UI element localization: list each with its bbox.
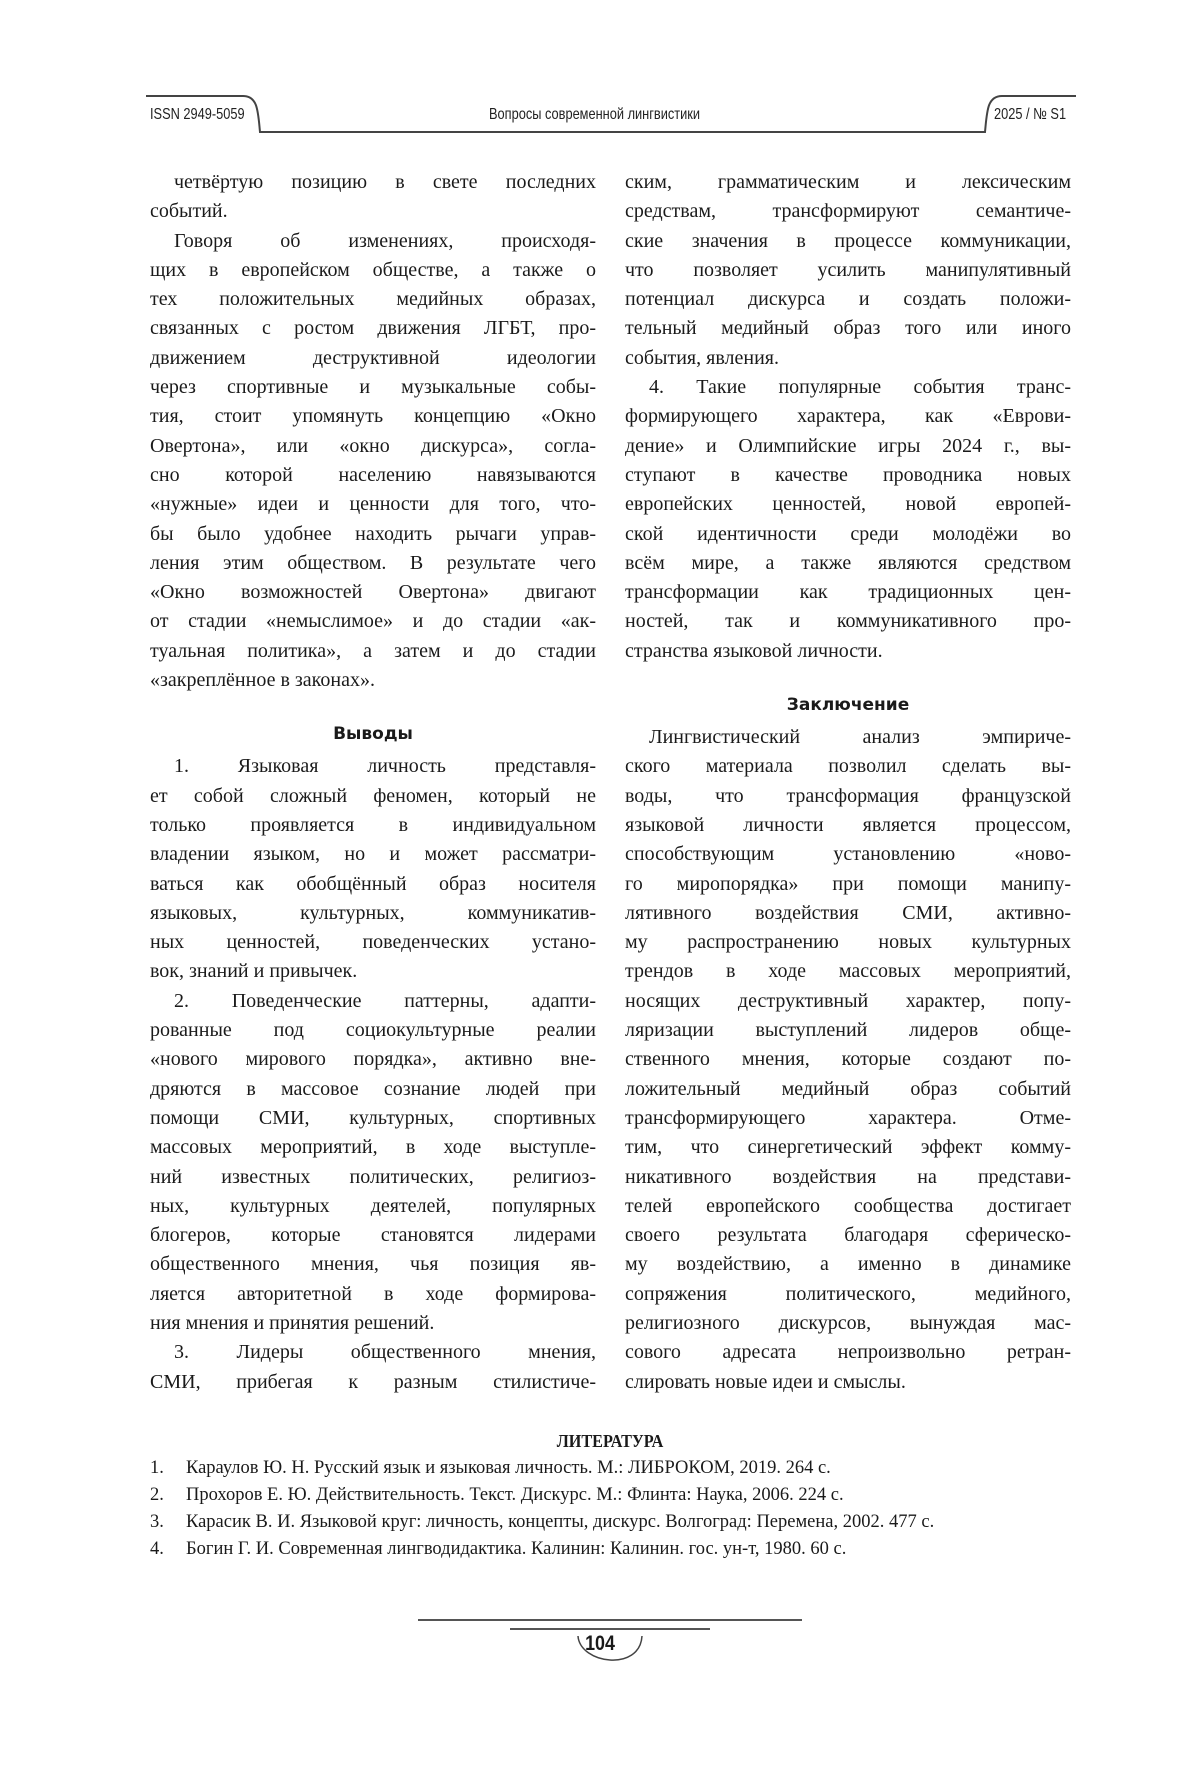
reference-item — [150, 1455, 1070, 1482]
issue-number: 2025 / № S1 — [994, 106, 1066, 124]
text-line: что позволяет усилить манипулятивный — [625, 256, 1071, 285]
text-line: «Окно возможностей Овертона» двигают — [150, 578, 596, 607]
text-line: ляется авторитетной в ходе формирова- — [150, 1280, 596, 1309]
text-line: «нового мирового порядка», активно вне- — [150, 1045, 596, 1074]
text-line: языковых, культурных, коммуникатив- — [150, 899, 596, 928]
running-header-frame — [0, 0, 1200, 160]
section-heading: Заключение — [625, 694, 1071, 716]
text-line: Лингвистический анализ эмпириче- — [625, 723, 1071, 752]
text-line: ния мнения и принятия решений. — [150, 1309, 596, 1338]
text-line: ского материала позволил сделать вы- — [625, 752, 1071, 781]
text-line: вок, знаний и привычек. — [150, 957, 596, 986]
text-line: только проявляется в индивидуальном — [150, 811, 596, 840]
text-line: СМИ, прибегая к разным стилистиче- — [150, 1368, 596, 1397]
text-line: своего результата благодаря сферическо- — [625, 1221, 1071, 1250]
text-line: дение» и Олимпийские игры 2024 г., вы- — [625, 432, 1071, 461]
text-line: ет собой сложный феномен, который не — [150, 782, 596, 811]
text-line: связанных с ростом движения ЛГБТ, про- — [150, 314, 596, 343]
text-line: тия, стоит упомянуть концепцию «Окно — [150, 402, 596, 431]
text-line: ляризации выступлений лидеров обще- — [625, 1016, 1071, 1045]
text-line: тим, что синергетический эффект комму- — [625, 1133, 1071, 1162]
text-line: от стадии «немыслимое» и до стадии «ак- — [150, 607, 596, 636]
reference-text: Карасик В. И. Языковой круг: личность, концепты, дискурс. Волгоград: Перемена, 2002. 477 с. — [186, 1509, 934, 1536]
text-line: сно которой населению навязываются — [150, 461, 596, 490]
text-line: ской идентичности среди молодёжи во — [625, 520, 1071, 549]
text-line: ностей, так и коммуникативного про- — [625, 607, 1071, 636]
section-heading: Выводы — [150, 723, 596, 745]
text-line: ственного мнения, которые создают по- — [625, 1045, 1071, 1074]
text-line: через спортивные и музыкальные собы- — [150, 373, 596, 402]
text-line: му распространению новых культурных — [625, 928, 1071, 957]
text-line: способствующим установлению «ново- — [625, 840, 1071, 869]
text-line: го миропорядка» при помощи манипу- — [625, 870, 1071, 899]
text-line: телей европейского сообщества достигает — [625, 1192, 1071, 1221]
text-line: дряются в массовое сознание людей при — [150, 1075, 596, 1104]
text-line: Говоря об изменениях, происходя- — [150, 227, 596, 256]
reference-item — [150, 1482, 1070, 1509]
text-line: потенциал дискурса и создать положи- — [625, 285, 1071, 314]
references-title: ЛИТЕРАТУРА — [196, 1428, 1024, 1455]
text-line: никативного воздействия на представи- — [625, 1163, 1071, 1192]
text-column-right — [625, 168, 1071, 1397]
text-line: события, явления. — [625, 344, 1071, 373]
text-line: ступают в качестве проводника новых — [625, 461, 1071, 490]
text-line: бы было удобнее находить рычаги управ- — [150, 520, 596, 549]
text-line: помощи СМИ, культурных, спортивных — [150, 1104, 596, 1133]
text-line: «нужные» идеи и ценности для того, что- — [150, 490, 596, 519]
text-line: тех положительных медийных образах, — [150, 285, 596, 314]
reference-number: 4. — [150, 1536, 186, 1563]
reference-item — [150, 1536, 1070, 1563]
text-line: четвёртую позицию в свете последних — [150, 168, 596, 197]
text-line: сового адресата непроизвольно ретран- — [625, 1338, 1071, 1367]
references-list — [150, 1455, 1070, 1563]
reference-text: Караулов Ю. Н. Русский язык и языковая личность. М.: ЛИБРОКОМ, 2019. 264 с. — [186, 1455, 831, 1482]
text-line: трансформирующего характера. Отме- — [625, 1104, 1071, 1133]
text-line: носящих деструктивный характер, попу- — [625, 987, 1071, 1016]
text-line: лятивного воздействия СМИ, активно- — [625, 899, 1071, 928]
journal-title: Вопросы современной лингвистики — [489, 106, 700, 124]
reference-number: 2. — [150, 1482, 186, 1509]
text-line: событий. — [150, 197, 596, 226]
reference-text: Прохоров Е. Ю. Действительность. Текст. Дискурс. М.: Флинта: Наука, 2006. 224 с. — [186, 1482, 844, 1509]
text-line: общественного мнения, чья позиция яв- — [150, 1250, 596, 1279]
text-line: ных ценностей, поведенческих устано- — [150, 928, 596, 957]
text-line: туальная политика», а затем и до стадии — [150, 637, 596, 666]
references-section — [150, 1428, 1070, 1563]
text-line: владении языком, но и может рассматри- — [150, 840, 596, 869]
text-line: странства языковой личности. — [625, 637, 1071, 666]
text-line: рованные под социокультурные реалии — [150, 1016, 596, 1045]
text-line: 1. Языковая личность представля- — [150, 752, 596, 781]
text-line: средствам, трансформируют семантиче- — [625, 197, 1071, 226]
reference-text: Богин Г. И. Современная лингводидактика. Калинин: Калинин. гос. ун-т, 1980. 60 с. — [186, 1536, 846, 1563]
text-line: 2. Поведенческие паттерны, адапти- — [150, 987, 596, 1016]
text-line: сопряжения политического, медийного, — [625, 1280, 1071, 1309]
text-line: ний известных политических, религиоз- — [150, 1163, 596, 1192]
reference-number: 3. — [150, 1509, 186, 1536]
text-line: 4. Такие популярные события транс- — [625, 373, 1071, 402]
text-line: ские значения в процессе коммуникации, — [625, 227, 1071, 256]
text-line: массовых мероприятий, в ходе выступле- — [150, 1133, 596, 1162]
text-line: тельный медийный образ того или иного — [625, 314, 1071, 343]
text-line: трансформации как традиционных цен- — [625, 578, 1071, 607]
text-line: ложительный медийный образ событий — [625, 1075, 1071, 1104]
text-line: Овертона», или «окно дискурса», согла- — [150, 432, 596, 461]
text-line: ваться как обобщённый образ носителя — [150, 870, 596, 899]
text-line: европейских ценностей, новой европей- — [625, 490, 1071, 519]
text-line: слировать новые идеи и смыслы. — [625, 1368, 1071, 1397]
text-line: формирующего характера, как «Еврови- — [625, 402, 1071, 431]
text-line: блогеров, которые становятся лидерами — [150, 1221, 596, 1250]
text-line: му воздействию, а именно в динамике — [625, 1250, 1071, 1279]
text-line: щих в европейском обществе, а также о — [150, 256, 596, 285]
text-line: 3. Лидеры общественного мнения, — [150, 1338, 596, 1367]
reference-number: 1. — [150, 1455, 186, 1482]
text-column-left — [150, 168, 596, 1397]
text-line: движением деструктивной идеологии — [150, 344, 596, 373]
text-line: ления этим обществом. В результате чего — [150, 549, 596, 578]
text-line: всём мире, а также являются средством — [625, 549, 1071, 578]
text-line: трендов в ходе массовых мероприятий, — [625, 957, 1071, 986]
text-line: ных, культурных деятелей, популярных — [150, 1192, 596, 1221]
issn: ISSN 2949-5059 — [150, 106, 245, 124]
page-number: 104 — [90, 1632, 1110, 1656]
text-line: воды, что трансформация французской — [625, 782, 1071, 811]
text-line: ским, грамматическим и лексическим — [625, 168, 1071, 197]
text-line: религиозного дискурсов, вынуждая мас- — [625, 1309, 1071, 1338]
text-line: языковой личности является процессом, — [625, 811, 1071, 840]
reference-item — [150, 1509, 1070, 1536]
text-line: «закреплённое в законах». — [150, 666, 596, 695]
